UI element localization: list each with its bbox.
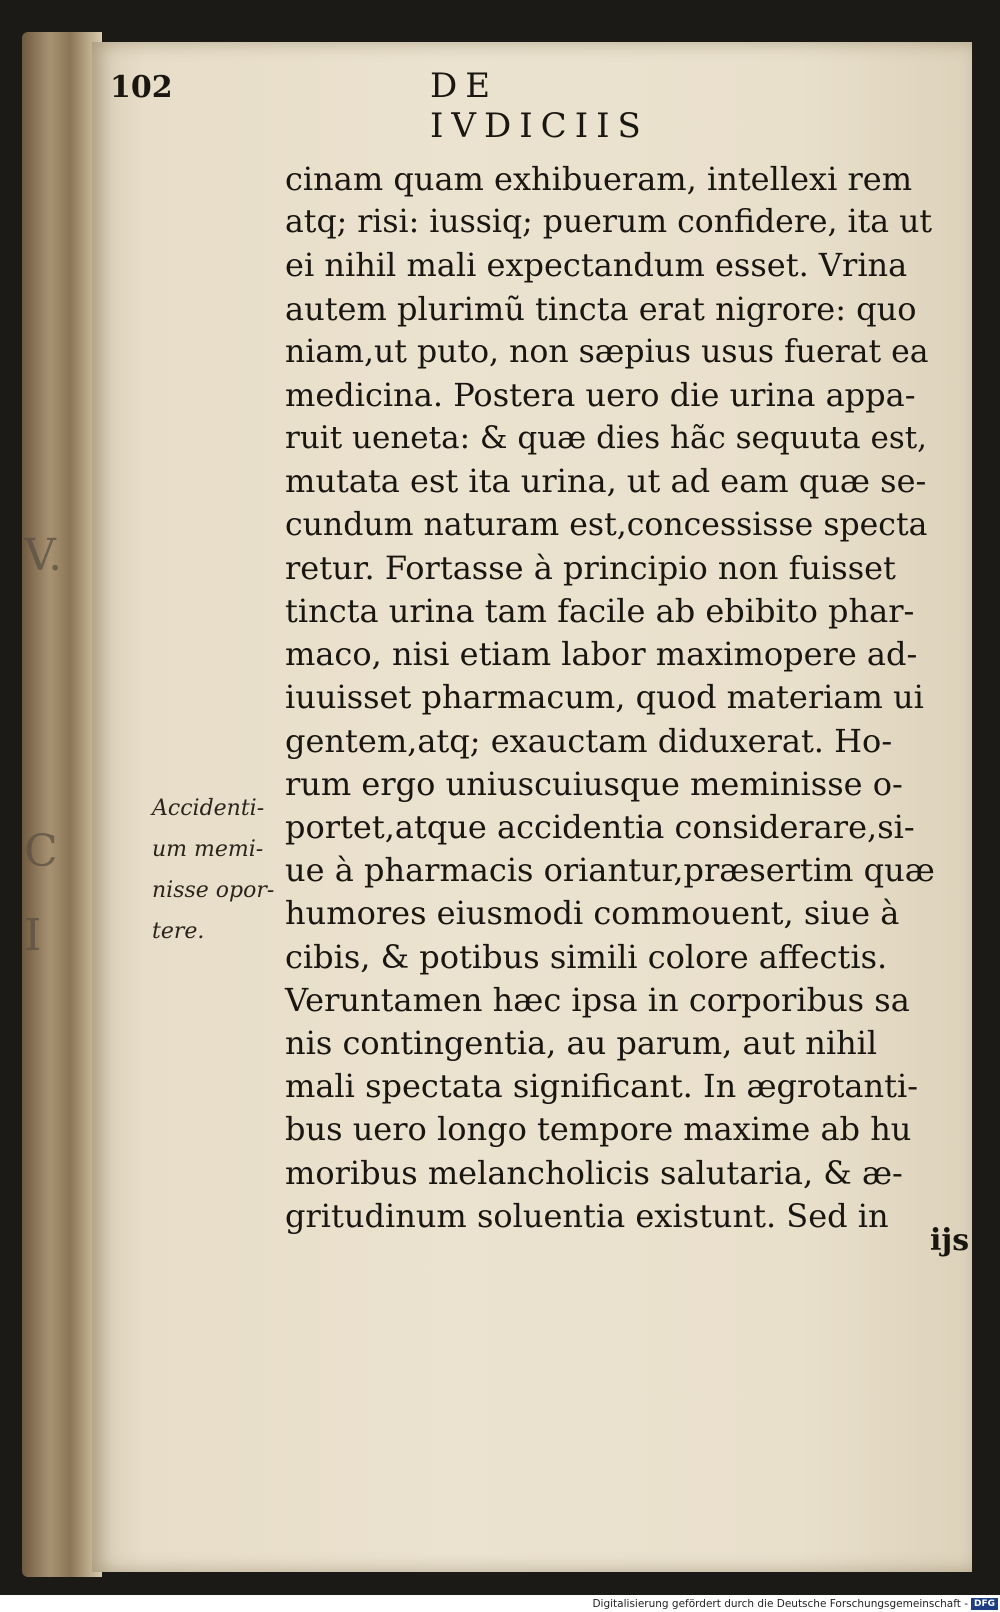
book-fore-edge (22, 32, 102, 1577)
text-line: gritudinum soluentia existunt. Sed in (285, 1196, 889, 1235)
text-line: moribus melancholicis salutaria, & æ- (285, 1153, 903, 1192)
marginal-note-line: Accidenti- (152, 796, 265, 821)
text-line: nis contingentia, au parum, aut nihil (285, 1024, 878, 1063)
catchword: ijs (930, 1223, 970, 1258)
text-line: ei nihil mali expectandum esset. Vrina (285, 246, 908, 285)
margin-mark: V. (24, 530, 63, 581)
text-line: humores eiusmodi commouent, siue à (285, 894, 900, 933)
page-number: 102 (110, 70, 173, 105)
text-line: retur. Fortasse à principio non fuisset (285, 548, 896, 587)
text-line: rum ergo uniuscuiusque meminisse o- (285, 764, 903, 803)
text-line: cinam quam exhibueram, intellexi rem (285, 160, 913, 198)
text-line: cundum naturam est,concessisse specta (285, 506, 928, 543)
marginal-note-line: nisse opor- (152, 878, 275, 903)
text-line: portet,atque accidentia considerare,si- (285, 808, 915, 847)
marginal-note-line: tere. (152, 919, 205, 944)
text-line: ue à pharmacis oriantur,præsertim quæ (285, 851, 935, 890)
text-line: mali spectata significant. In ægrotanti- (285, 1067, 919, 1106)
text-line: gentem,atq; exauctam diduxerat. Ho- (285, 721, 893, 760)
margin-mark: I (24, 910, 42, 961)
text-line: iuuisset pharmacum, quod materiam ui (285, 678, 924, 717)
page-header (110, 62, 730, 146)
running-title: DE IVDICIIS (430, 66, 649, 146)
text-line: autem plurimũ tincta erat nigrore: quo (285, 289, 917, 328)
marginal-note (152, 788, 292, 952)
text-line: bus uero longo tempore maxime ab hu (285, 1110, 912, 1149)
footer-credit: Digitalisierung gefördert durch die Deutsche Forschungsgemeinschaft - (592, 1598, 968, 1610)
digitization-footer (0, 1597, 998, 1612)
text-line: ruit ueneta: & quæ dies hãc sequuta est, (285, 420, 928, 457)
dfg-logo-icon: DFG (971, 1598, 998, 1610)
text-line: tincta urina tam facile ab ebibito phar- (285, 592, 915, 631)
text-line: niam,ut puto, non sæpius usus fuerat ea (285, 333, 929, 370)
text-line: mutata est ita urina, ut ad eam quæ se- (285, 462, 927, 501)
text-line: Veruntamen hæc ipsa in corporibus sa (285, 980, 910, 1019)
margin-mark: C (24, 826, 58, 877)
body-text (285, 158, 935, 1238)
marginal-note-line: um memi- (152, 837, 264, 862)
text-line: medicina. Postera uero die urina appa- (285, 376, 916, 415)
text-line: cibis, & potibus simili colore affectis. (285, 937, 888, 976)
text-line: maco, nisi etiam labor maximopere ad- (285, 635, 918, 674)
text-line: atq; risi: iussiq; puerum confidere, ita ut (285, 204, 933, 241)
